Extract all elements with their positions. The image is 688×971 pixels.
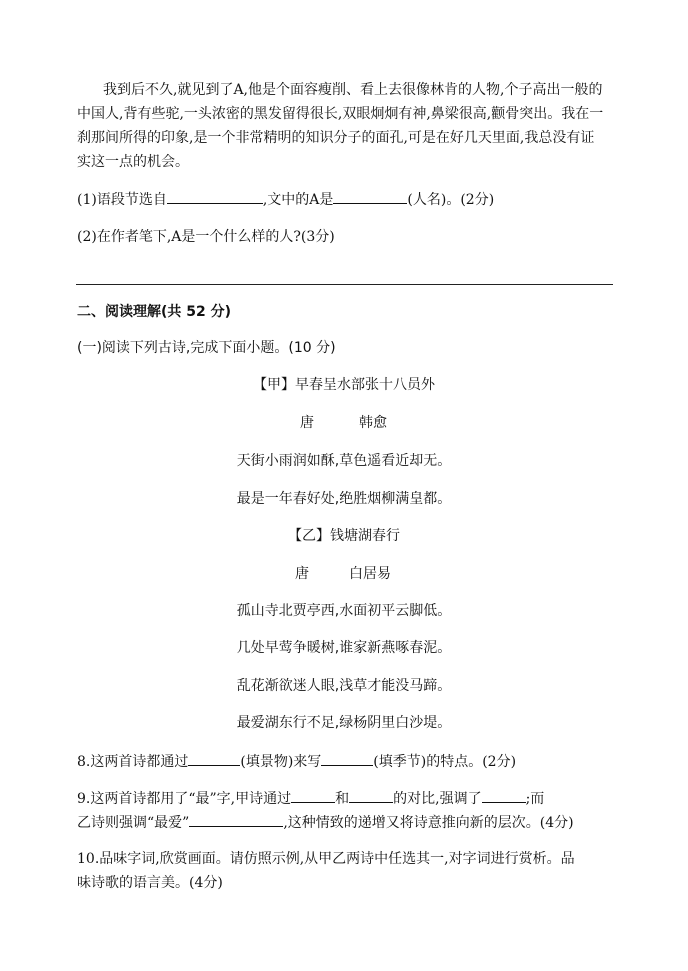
poem-b-line-2: 几处早莺争暖树,谁家新燕啄春泥。 xyxy=(236,640,452,656)
poem-a-dynasty: 唐 xyxy=(300,415,314,431)
question-2: (2)在作者笔下,A是一个什么样的人?(3分) xyxy=(77,229,335,245)
question-8-text-c: (填季节)的特点。(2分) xyxy=(373,754,517,770)
poem-a-author: 韩愈 xyxy=(359,415,387,431)
question-9-text-a: 9.这两首诗都用了“最”字,甲诗通过 xyxy=(77,791,292,807)
poem-a-line-1: 天街小雨润如酥,草色遥看近却无。 xyxy=(236,453,452,469)
question-8-text-b: (填景物)来写 xyxy=(240,754,322,770)
poem-b-byline xyxy=(295,564,391,584)
poem-b-line-4: 最爱湖东行不足,绿杨阴里白沙堤。 xyxy=(236,715,452,731)
passage-line-4: 实这一点的机会。 xyxy=(77,154,189,170)
answer-blank[interactable] xyxy=(482,788,526,803)
question-9-text-d: ;而 xyxy=(525,791,545,807)
poem-a-title: 【甲】早春呈水部张十八员外 xyxy=(253,377,435,393)
question-9-text-e: 乙诗则强调“最爱” xyxy=(77,815,190,831)
question-9-text-f: ,这种情致的递增又将诗意推向新的层次。(4分) xyxy=(283,815,574,831)
question-10-line-2: 味诗歌的语言美。(4分) xyxy=(77,875,223,891)
question-1-text-a: (1)语段节选自 xyxy=(77,192,167,208)
passage-line-3: 刹那间所得的印象,是一个非常精明的知识分子的面孔,可是在好几天里面,我总没有证 xyxy=(77,130,595,146)
subsection-heading: (一)阅读下列古诗,完成下面小题。(10 分) xyxy=(77,340,336,356)
section-heading: 二、阅读理解(共 52 分) xyxy=(77,304,232,320)
answer-blank[interactable] xyxy=(349,788,393,803)
answer-line[interactable] xyxy=(76,284,613,285)
poem-b-author: 白居易 xyxy=(349,566,391,582)
answer-blank[interactable] xyxy=(291,788,335,803)
poem-b-line-1: 孤山寺北贾亭西,水面初平云脚低。 xyxy=(236,603,452,619)
answer-blank[interactable] xyxy=(333,189,407,204)
question-10-line-1: 10.品味字词,欣赏画面。请仿照示例,从甲乙两诗中任选其一,对字词进行赏析。品 xyxy=(77,851,575,867)
poem-a-byline xyxy=(300,413,387,433)
question-1-text-b: ,文中的A是 xyxy=(262,192,334,208)
poem-b-title: 【乙】钱塘湖春行 xyxy=(288,528,400,544)
passage-line-2: 中国人,背有些驼,一头浓密的黑发留得很长,双眼炯炯有神,鼻梁很高,颧骨突出。我在一 xyxy=(77,106,604,122)
question-1 xyxy=(77,189,494,210)
question-9-text-c: 的对比,强调了 xyxy=(393,791,482,807)
question-9-line-2 xyxy=(77,812,574,833)
question-8-text-a: 8.这两首诗都通过 xyxy=(77,754,189,770)
answer-blank[interactable] xyxy=(167,189,263,204)
question-8 xyxy=(77,751,516,772)
answer-blank[interactable] xyxy=(321,751,373,766)
question-1-text-c: (人名)。(2分) xyxy=(407,192,495,208)
poem-b-line-3: 乱花渐欲迷人眼,浅草才能没马蹄。 xyxy=(236,678,452,694)
question-9-line-1 xyxy=(77,788,544,809)
question-9-text-b: 和 xyxy=(335,791,350,807)
answer-blank[interactable] xyxy=(188,751,240,766)
passage-line-1: 我到后不久,就见到了A,他是个面容瘦削、看上去很像林肯的人物,个子高出一般的 xyxy=(103,82,603,98)
answer-blank[interactable] xyxy=(189,812,283,827)
poem-a-line-2: 最是一年春好处,绝胜烟柳满皇都。 xyxy=(236,491,452,507)
poem-b-dynasty: 唐 xyxy=(295,566,309,582)
